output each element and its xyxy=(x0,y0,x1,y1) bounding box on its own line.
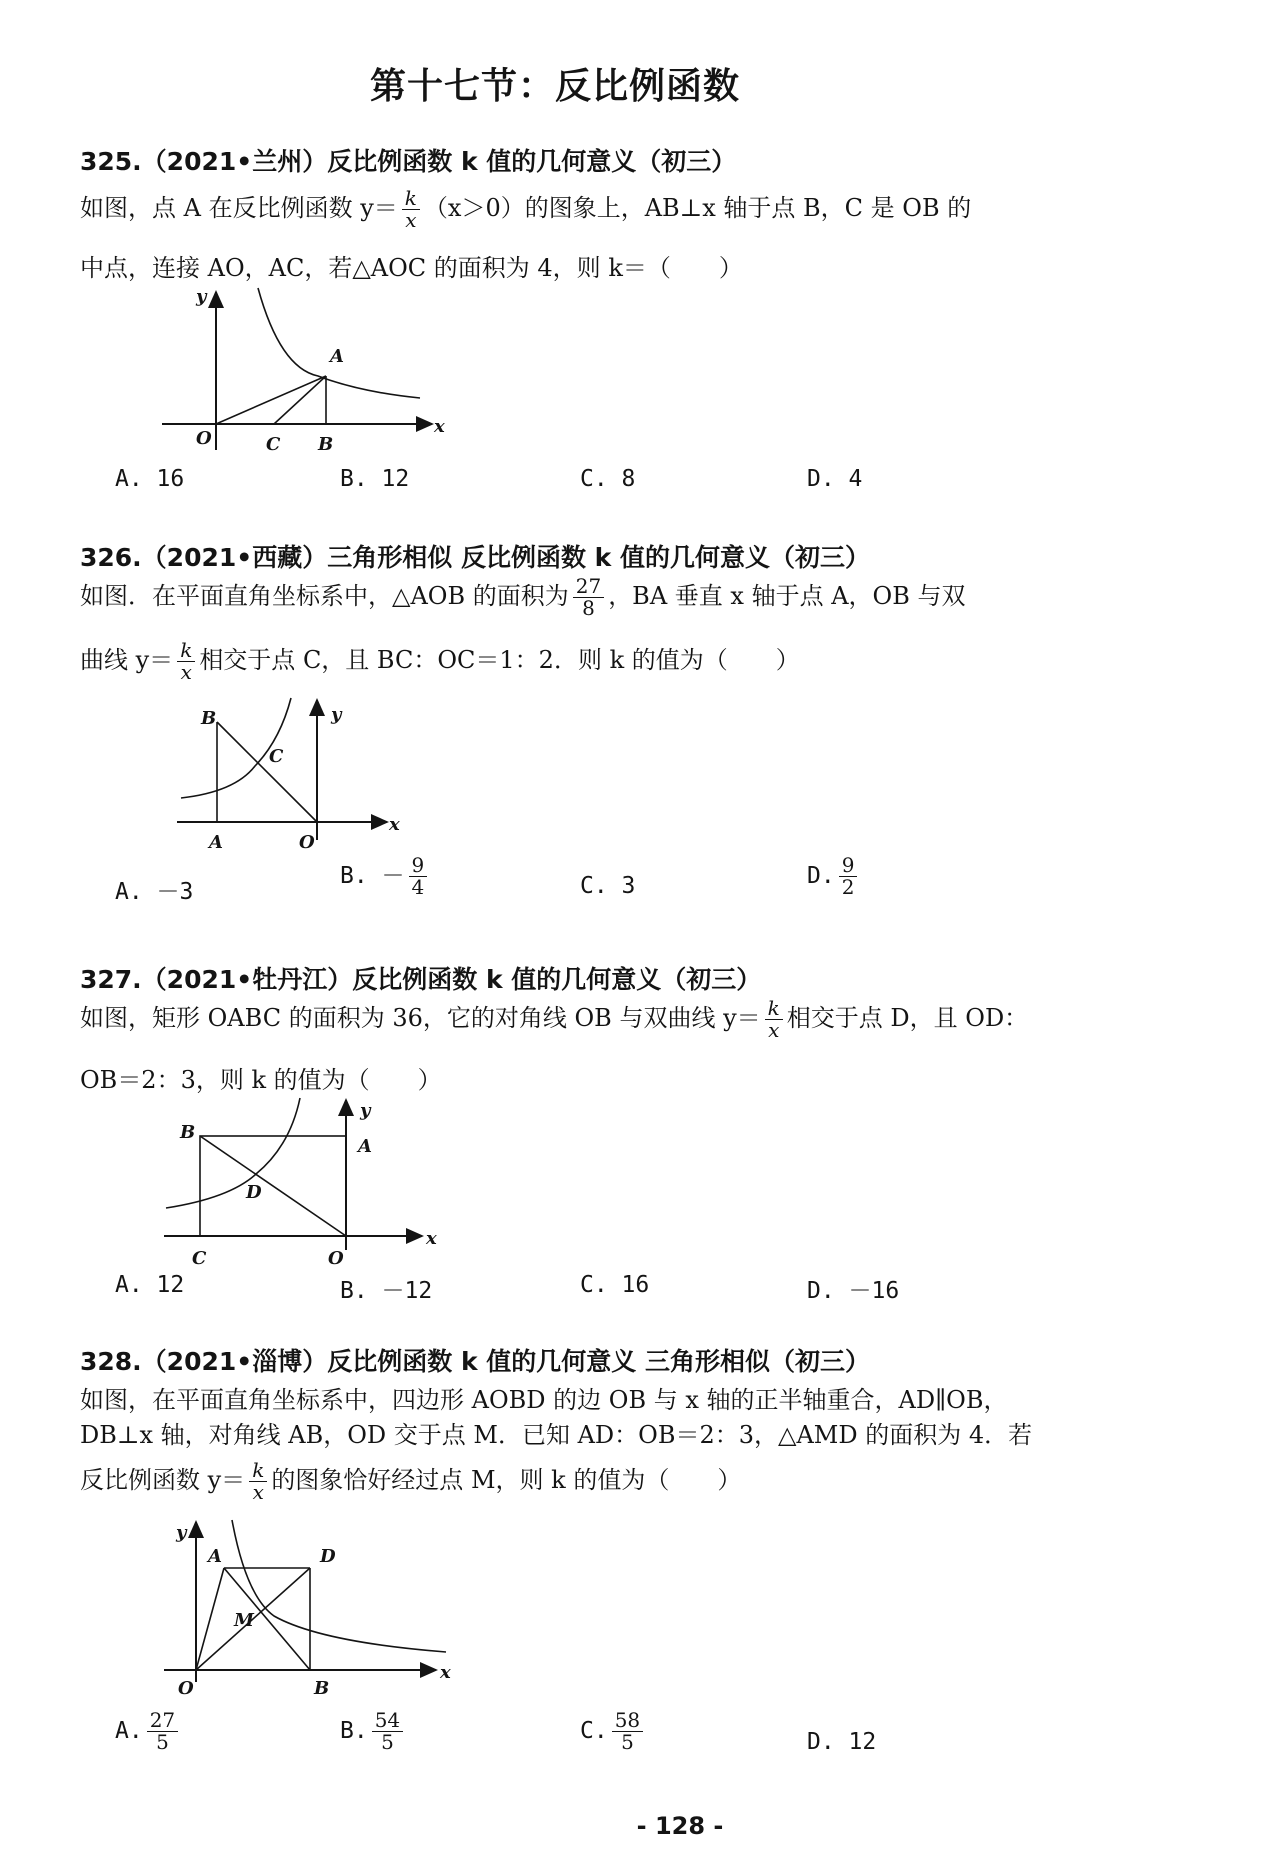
q326-option-b[interactable] xyxy=(340,855,431,898)
q328-frac-den: x xyxy=(252,1480,264,1504)
q326-option-b-fraction xyxy=(409,855,428,898)
q328-line3 xyxy=(80,1460,741,1503)
q325-label-o: O xyxy=(196,428,212,449)
q326-option-d-num: 9 xyxy=(839,855,858,877)
q325-line1 xyxy=(80,188,971,231)
q326-option-b-prefix: B. － xyxy=(340,863,405,889)
q325-label-b: B xyxy=(318,434,334,455)
q326-label-o: O xyxy=(299,832,315,853)
q328-option-b-num: 54 xyxy=(372,1710,403,1732)
q326-label-c: C xyxy=(269,746,284,767)
q328-label-y: y xyxy=(176,1522,187,1543)
q328-option-c-den: 5 xyxy=(621,1730,634,1754)
q326-line1-text-a: 如图．在平面直角坐标系中，△AOB 的面积为 xyxy=(80,582,569,610)
q325-option-a[interactable]: A. 16 xyxy=(115,466,185,492)
q327-option-a[interactable]: A. 12 xyxy=(115,1272,185,1298)
q328-option-c[interactable] xyxy=(580,1710,647,1753)
q326-line2-text-a: 曲线 y＝ xyxy=(80,646,174,674)
q326-option-d[interactable] xyxy=(807,855,861,898)
q328-option-a-den: 5 xyxy=(156,1730,169,1754)
q326-option-b-den: 4 xyxy=(411,875,425,899)
q328-option-b-den: 5 xyxy=(381,1730,394,1754)
q328-header: 328.（2021•淄博）反比例函数 k 值的几何意义 三角形相似（初三） xyxy=(80,1347,870,1376)
q325-header: 325.（2021•兰州）反比例函数 k 值的几何意义（初三） xyxy=(80,147,737,176)
q326-label-a: A xyxy=(209,832,223,853)
q326-option-d-prefix: D. xyxy=(807,863,835,889)
q328-label-m: M xyxy=(234,1610,254,1631)
q326-line1-text-b: ，BA 垂直 x 轴于点 A，OB 与双 xyxy=(608,582,966,610)
q328-label-b: B xyxy=(314,1678,330,1699)
q325-segment-oa xyxy=(216,376,326,424)
q327-line2: OB＝2：3，则 k 的值为（ ） xyxy=(80,1066,442,1094)
q327-option-b[interactable]: B. －12 xyxy=(340,1278,433,1304)
q327-label-y: y xyxy=(360,1100,371,1121)
q328-label-x: x xyxy=(440,1662,451,1683)
q328-line3-text-a: 反比例函数 y＝ xyxy=(80,1466,246,1494)
q326-segment-bo xyxy=(217,722,317,822)
q328-frac-num: k xyxy=(249,1460,267,1482)
q327-line1-text-a: 如图，矩形 OABC 的面积为 36，它的对角线 OB 与双曲线 y＝ xyxy=(80,1004,761,1032)
q326-fraction-area xyxy=(573,576,604,619)
q325-option-d[interactable]: D. 4 xyxy=(807,466,863,492)
q328-option-b[interactable] xyxy=(340,1710,407,1753)
q326-fraction-kx xyxy=(177,640,195,683)
q328-option-b-fraction xyxy=(372,1710,403,1753)
q325-option-b[interactable]: B. 12 xyxy=(340,466,410,492)
q326-option-c[interactable]: C. 3 xyxy=(580,873,636,899)
q326-frac-area-num: 27 xyxy=(573,576,604,598)
q327-frac-den: x xyxy=(768,1018,780,1042)
q327-label-b: B xyxy=(180,1122,196,1143)
q325-segment-ac xyxy=(274,376,326,424)
q327-line1 xyxy=(80,998,1028,1041)
q327-label-o: O xyxy=(328,1248,344,1269)
q326-option-a[interactable]: A. －3 xyxy=(115,879,194,905)
q326-option-d-den: 2 xyxy=(841,875,855,899)
q328-figure xyxy=(150,1510,460,1700)
q325-hyperbola xyxy=(258,288,420,398)
q326-frac-kx-num: k xyxy=(177,640,195,662)
q326-line2 xyxy=(80,640,800,683)
q327-option-c[interactable]: C. 16 xyxy=(580,1272,650,1298)
q326-line2-text-b: 相交于点 C，且 BC：OC＝1：2．则 k 的值为（ ） xyxy=(199,646,800,674)
q328-hyperbola xyxy=(232,1520,446,1652)
q328-option-b-prefix: B. xyxy=(340,1718,368,1744)
q328-option-c-prefix: C. xyxy=(580,1718,608,1744)
q328-option-c-num: 58 xyxy=(612,1710,643,1732)
q327-fraction xyxy=(765,998,783,1041)
q328-line1: 如图，在平面直角坐标系中，四边形 AOBD 的边 OB 与 x 轴的正半轴重合，AD∥OB， xyxy=(80,1386,1008,1414)
q328-option-a-num: 27 xyxy=(147,1710,178,1732)
q326-line1 xyxy=(80,576,965,619)
q326-label-x: x xyxy=(389,814,400,835)
q325-figure xyxy=(150,280,450,460)
q327-figure xyxy=(150,1090,440,1270)
q327-option-d[interactable]: D. －16 xyxy=(807,1278,900,1304)
q326-header: 326.（2021•西藏）三角形相似 反比例函数 k 值的几何意义（初三） xyxy=(80,543,870,572)
q325-frac-den: x xyxy=(405,208,417,232)
q327-label-x: x xyxy=(426,1228,437,1249)
page-title: 第十七节：反比例函数 xyxy=(369,66,740,107)
q326-frac-area-den: 8 xyxy=(582,596,595,620)
q327-diagonal-ob xyxy=(200,1136,346,1236)
q328-option-a-fraction xyxy=(147,1710,178,1753)
q326-figure xyxy=(165,690,415,860)
q327-label-d: D xyxy=(246,1182,262,1203)
q325-line1-text-b: （x＞0）的图象上，AB⊥x 轴于点 B，C 是 OB 的 xyxy=(423,194,972,222)
q326-frac-kx-den: x xyxy=(180,660,192,684)
q328-segment-oa xyxy=(196,1568,224,1670)
q325-label-c: C xyxy=(266,434,281,455)
q327-frac-num: k xyxy=(765,998,783,1020)
q325-line1-text-a: 如图，点 A 在反比例函数 y＝ xyxy=(80,194,398,222)
q328-option-d[interactable]: D. 12 xyxy=(807,1729,877,1755)
q325-label-y: y xyxy=(196,286,207,307)
q328-option-a[interactable] xyxy=(115,1710,182,1753)
q326-label-b: B xyxy=(201,708,217,729)
q328-fraction xyxy=(249,1460,267,1503)
q328-label-d: D xyxy=(320,1546,336,1567)
q325-line2: 中点，连接 AO，AC，若△AOC 的面积为 4，则 k＝（ ） xyxy=(80,254,743,282)
q325-label-a: A xyxy=(330,346,344,367)
page-number: - 128 - xyxy=(636,1812,724,1840)
q325-label-x: x xyxy=(434,416,445,437)
q328-option-c-fraction xyxy=(612,1710,643,1753)
q327-label-a: A xyxy=(358,1136,372,1157)
q327-header: 327.（2021•牡丹江）反比例函数 k 值的几何意义（初三） xyxy=(80,965,762,994)
q326-option-d-fraction xyxy=(839,855,858,898)
q327-line1-text-b: 相交于点 D，且 OD： xyxy=(786,1004,1029,1032)
q326-label-y: y xyxy=(331,704,342,725)
q328-label-a: A xyxy=(208,1546,222,1567)
q325-fraction xyxy=(402,188,420,231)
q325-option-c[interactable]: C. 8 xyxy=(580,466,636,492)
q327-label-c: C xyxy=(192,1248,207,1269)
q325-frac-num: k xyxy=(402,188,420,210)
q328-line2: DB⊥x 轴，对角线 AB，OD 交于点 M．已知 AD：OB＝2：3，△AMD 的面积为 4．若 xyxy=(80,1421,1033,1449)
q328-line3-text-b: 的图象恰好经过点 M，则 k 的值为（ ） xyxy=(271,1466,742,1494)
q326-option-b-num: 9 xyxy=(409,855,428,877)
q328-option-a-prefix: A. xyxy=(115,1718,143,1744)
q328-label-o: O xyxy=(178,1678,194,1699)
